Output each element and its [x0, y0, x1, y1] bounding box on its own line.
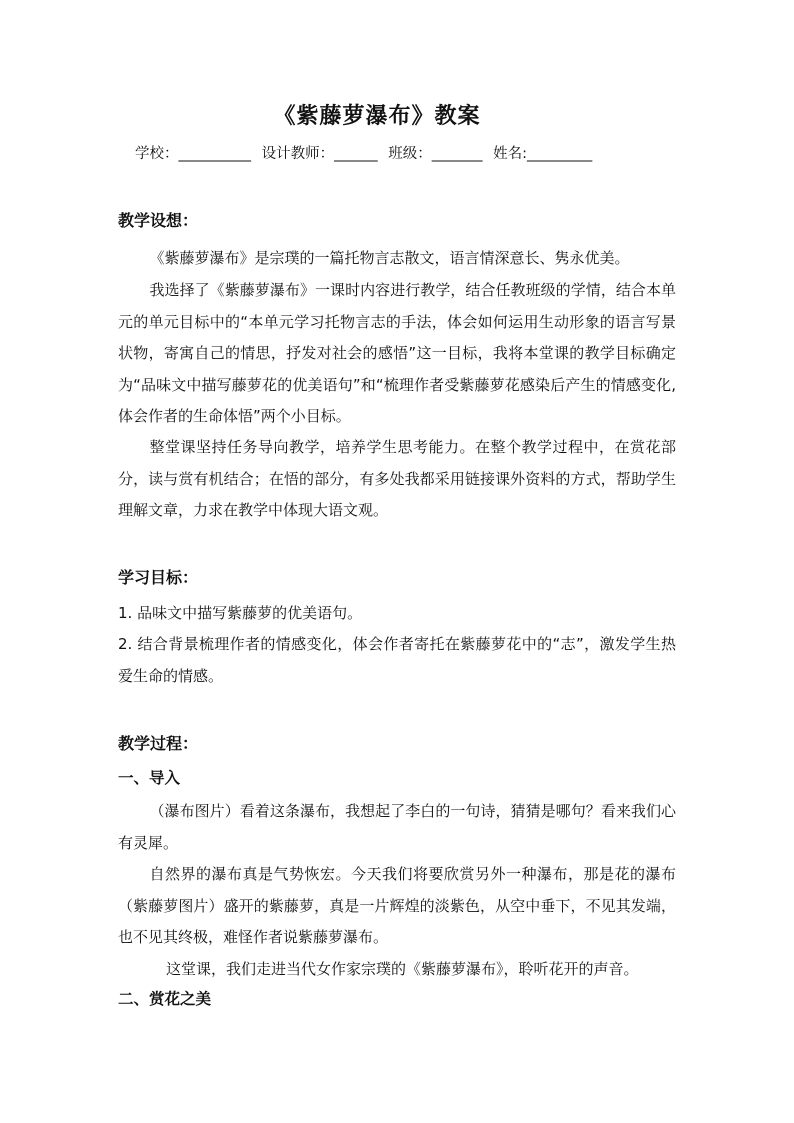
- design-paragraph-1: 《紫藤萝瀑布》是宗璞的一篇托物言志散文，语言情深意长、隽永优美。: [149, 249, 630, 267]
- design-paragraph-3: 整堂课坚持任务导向教学，培养学生思考能力。在整个教学过程中，在赏花部分，读与赏有机结合；在悟的部分，有多处我都采用链接课外资料的方式，帮助学生理解文章，力求在教学中体现大语文观。: [118, 438, 676, 519]
- part1-paragraph-3: 这堂课，我们走进当代女作家宗璞的《紫藤萝瀑布》，聆听花开的声音。: [166, 960, 639, 978]
- part1-heading: 一、导入: [118, 769, 181, 787]
- goal-item-2: 2. 结合背景梳理作者的情感变化，体会作者寄托在紫藤萝花中的“志”，激发学生热爱生命的情感。: [118, 635, 676, 685]
- info-line: [135, 143, 598, 165]
- teacher-field: 设计教师：______: [261, 146, 378, 162]
- school-field: 学校：__________: [135, 146, 251, 162]
- name-field: 姓名:_________: [493, 146, 593, 162]
- process-heading: 教学过程：: [118, 734, 199, 753]
- class-field: 班级：_______: [388, 146, 483, 162]
- goals-heading: 学习目标：: [118, 568, 199, 587]
- design-heading: 教学设想：: [118, 211, 199, 230]
- document-title: 《紫藤萝瀑布》教案: [273, 103, 481, 129]
- goal-item-1: 1. 品味文中描写紫藤萝的优美语句。: [118, 604, 363, 622]
- part1-paragraph-2: 自然界的瀑布真是气势恢宏。今天我们将要欣赏另外一种瀑布，那是花的瀑布（紫藤萝图片）盛开的紫藤萝，真是一片辉煌的淡紫色，从空中垂下，不见其发端，也不见其终极，难怪作者说紫藤萝瀑布。: [118, 865, 676, 946]
- design-paragraph-2: 我选择了《紫藤萝瀑布》一课时内容进行教学，结合任教班级的学情，结合本单元的单元目标中的“本单元学习托物言志的手法，体会如何运用生动形象的语言写景状物，寄寓自己的情思，抒发对社会的感悟”这一目标，我将本堂课的教学目标确定为“品味文中描写藤萝花的优美语句”和“梳理作者受紫藤萝花感染后产生的情感变化,体会作者的生命体悟”两个小目标。: [118, 281, 676, 425]
- part1-paragraph-1: （瀑布图片）看着这条瀑布，我想起了李白的一句诗，猜猜是哪句？看来我们心有灵犀。: [118, 802, 676, 852]
- part2-heading: 二、赏花之美: [118, 990, 212, 1008]
